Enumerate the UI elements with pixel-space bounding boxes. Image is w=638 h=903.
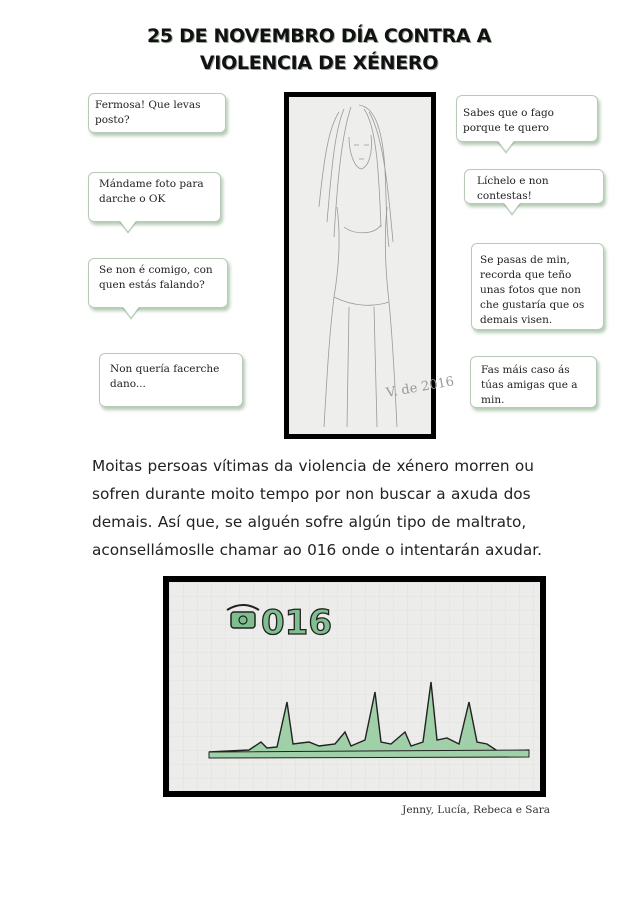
- speech-bubble-left-2: [88, 172, 221, 222]
- speech-bubble-text: Sabes que o fago porque te quero: [463, 107, 554, 134]
- sketch-woman-icon: [289, 97, 456, 434]
- speech-bubble-left-1: [88, 93, 226, 133]
- page-title-line-1: 25 DE NOVEMBRO DÍA CONTRA A: [146, 25, 492, 47]
- speech-bubble-text: Fas máis caso ás túas amigas que a min.: [481, 364, 578, 406]
- page-title-line-2: VIOLENCIA DE XÉNERO: [199, 52, 439, 74]
- speech-bubble-left-4: [99, 353, 243, 407]
- helpline-number: 016: [261, 603, 332, 643]
- speech-bubble-right-4: [470, 356, 597, 408]
- credits: Jenny, Lucía, Rebeca e Sara: [402, 804, 550, 816]
- speech-bubble-text: Mándame foto para darche o OK: [99, 178, 204, 205]
- speech-bubble-text: Líchelo e non contestas!: [477, 175, 549, 202]
- drawing-signature: V. de 2016: [385, 374, 456, 401]
- speech-bubble-text: Non quería facerche dano...: [110, 363, 220, 390]
- pencil-drawing-figure: [284, 92, 456, 439]
- speech-bubble-left-3: [88, 258, 228, 308]
- speech-bubble-text: Fermosa! Que levas posto?: [95, 99, 201, 126]
- speech-bubble-text: Se pasas de min, recorda que teño unas fotos que non che gustaría que os demais visen.: [480, 254, 585, 326]
- helpline-drawing-photo: [163, 576, 546, 797]
- speech-bubble-right-2: [464, 169, 604, 204]
- info-paragraph: Moitas persoas vítimas da violencia de xénero morren ou sofren durante moito tempo por non buscar a axuda dos demais. Así que, se alguén sofre algún tipo de maltrato, aconsellámoslle chamar ao 016 onde o intentarán axudar.: [92, 457, 543, 559]
- speech-bubble-right-1: [456, 95, 598, 142]
- speech-bubble-right-3: [471, 243, 604, 330]
- helpline-illustration: [169, 582, 540, 791]
- speech-bubble-text: Se non é comigo, con quen estás falando?: [99, 264, 213, 291]
